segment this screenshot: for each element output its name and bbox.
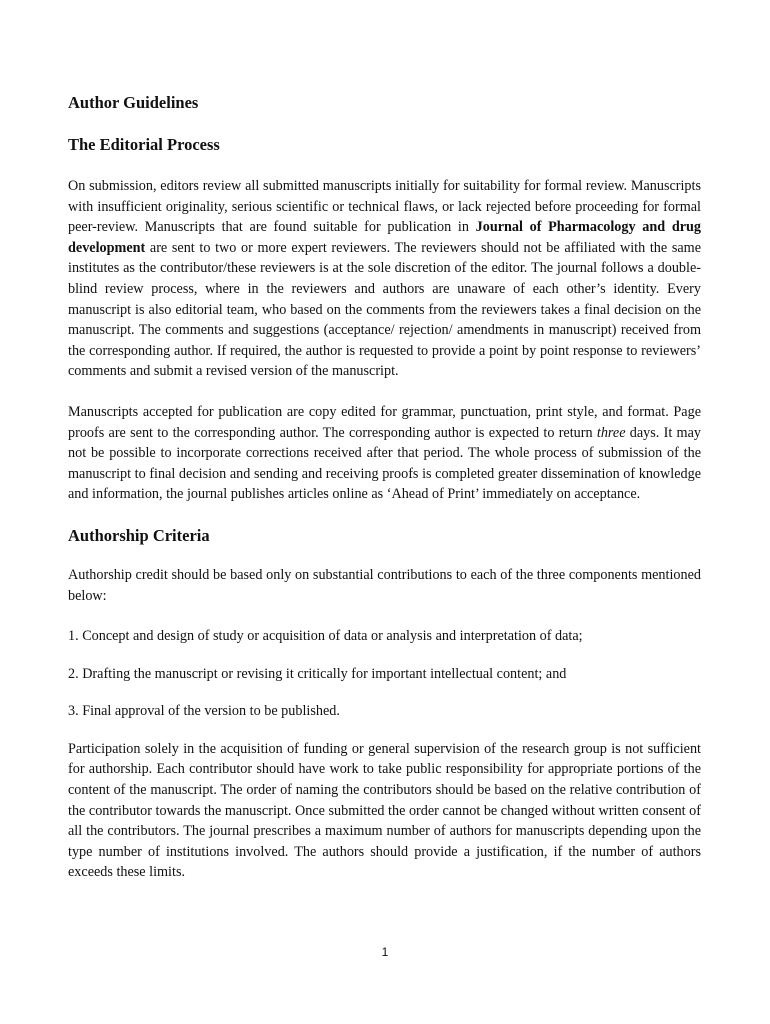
paragraph-text: days. It may not be possible to incorporate corrections received after that period. The whole process of submission of the manuscript to final decision and sending and receiving proofs is completed greater dissemination of knowledge and information, the journal publishes articles online as ‘Ahead of Print’ immediately on acceptance. bbox=[68, 424, 701, 503]
journal-name-bold: Journal of Pharmacology and drug development bbox=[68, 219, 702, 256]
page-number: 1 bbox=[381, 945, 389, 959]
document-title: Author Guidelines bbox=[68, 93, 199, 112]
editorial-process-paragraph-1 bbox=[68, 176, 701, 382]
paragraph-text: are sent to two or more expert reviewers. The reviewers should not be affiliated with the same institutes as the contributor/these reviewers is at the sole discretion of the editor. The journal follows a double-blind review process, where in the reviewers and authors are unaware of each other’s identity. Every manuscript is also editorial team, who based on the comments from the reviewers takes a final decision on the manuscript. The comments and suggestions (acceptance/ rejection/ amendments in manuscript) received from the corresponding author. If required, the author is requested to provide a point by point response to reviewers’ comments and submit a revised version of the manuscript. bbox=[68, 239, 701, 380]
authorship-closing-paragraph: Participation solely in the acquisition of funding or general supervision of the research group is not sufficient for authorship. Each contributor should have work to take public responsibility for appropriate portions of the content of the manuscript. The order of naming the contributors should be based on the relative contribution of the contributor towards the manuscript. Once submitted the order cannot be changed without written consent of all the contributors. The journal prescribes a maximum number of authors for manuscripts depending upon the type number of institutions involved. The authors should provide a justification, if the number of authors exceeds these limits. bbox=[68, 740, 701, 881]
authorship-list-item-2: 2. Drafting the manuscript or revising it critically for important intellectual content; and bbox=[68, 665, 567, 682]
authorship-list-item-1: 1. Concept and design of study or acquisition of data or analysis and interpretation of data; bbox=[68, 628, 583, 645]
authorship-criteria-heading: Authorship Criteria bbox=[68, 525, 210, 545]
editorial-process-paragraph-2 bbox=[68, 402, 701, 505]
editorial-process-heading: The Editorial Process bbox=[68, 135, 220, 154]
paragraph-text: Manuscripts accepted for publication are copy edited for grammar, punctuation, print style, and format. Page proofs are sent to the corresponding author. The corresponding author is expected to return bbox=[68, 403, 701, 441]
italic-word: three bbox=[596, 424, 626, 441]
paragraph-text: On submission, editors review all submitted manuscripts initially for suitability for formal review. Manuscripts with insufficient originality, serious scientific or technical flaws, or lack rejected before proceeding for formal peer-review. Manuscripts that are found suitable for publication in bbox=[68, 178, 701, 236]
document-body bbox=[68, 92, 701, 883]
authorship-intro-paragraph: Authorship credit should be based only on substantial contributions to each of the three components mentioned below: bbox=[68, 566, 701, 604]
authorship-list-item-3: 3. Final approval of the version to be published. bbox=[68, 703, 340, 720]
